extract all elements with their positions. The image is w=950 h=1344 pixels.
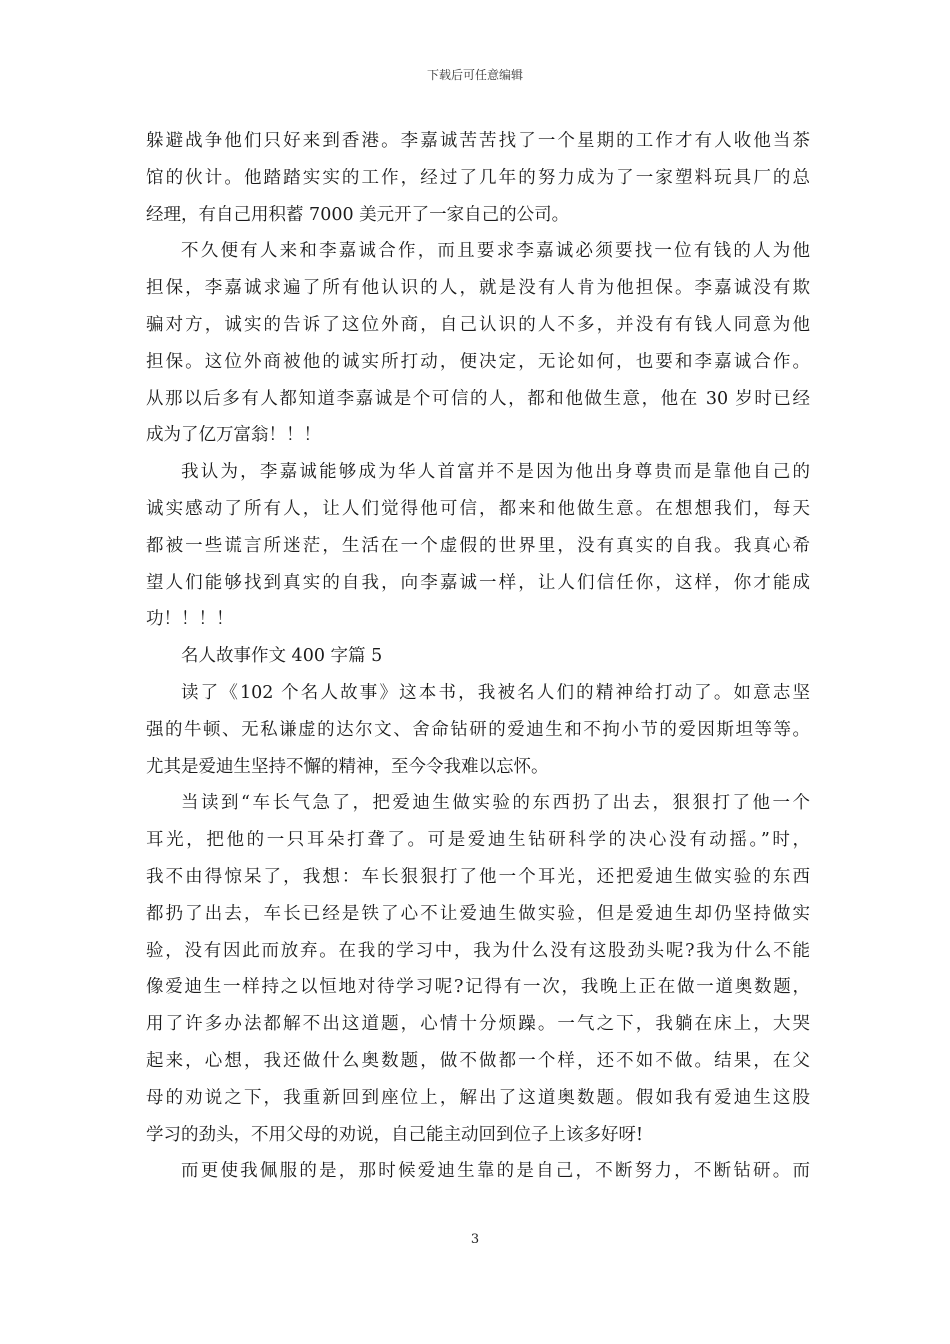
text-line: 从那以后多有人都知道李嘉诚是个可信的人，都和他做生意，他在 30 岁时已经 <box>146 388 810 409</box>
text-line: 担保，李嘉诚求遍了所有他认识的人，就是没有人肯为他担保。李嘉诚没有欺 <box>146 278 810 299</box>
text-line: 馆的伙计。他踏踏实实的工作，经过了几年的努力成为了一家塑料玩具厂的总 <box>146 167 810 188</box>
text-line: 经理，有自己用积蓄 7000 美元开了一家自己的公司。 <box>146 204 570 225</box>
text-line: 用了许多办法都解不出这道题，心情十分烦躁。一气之下，我躺在床上，大哭 <box>146 1014 810 1035</box>
page-number: 3 <box>470 1232 480 1247</box>
text-line: 我不由得惊呆了，我想：车长狠狠打了他一个耳光，还把爱迪生做实验的东西 <box>146 866 810 887</box>
text-line: 都扔了出去，车长已经是铁了心不让爱迪生做实验，但是爱迪生却仍坚持做实 <box>146 903 810 924</box>
text-line: 起来，心想，我还做什么奥数题，做不做都一个样，还不如不做。结果，在父 <box>146 1050 810 1071</box>
page-header: 下载后可任意编辑 <box>426 68 523 82</box>
text-line: 躲避战争他们只好来到香港。李嘉诚苦苦找了一个星期的工作才有人收他当茶 <box>146 131 810 151</box>
text-line: 耳光，把他的一只耳朵打聋了。可是爱迪生钻研科学的决心没有动摇。”时， <box>146 830 810 851</box>
document-body <box>146 123 810 1190</box>
text-line: 强的牛顿、无私谦虚的达尔文、舍命钻研的爱迪生和不拘小节的爱因斯坦等等。 <box>146 719 810 740</box>
paragraph-start-line: 当读到“车长气急了，把爱迪生做实验的东西扔了出去，狠狠打了他一个 <box>181 793 810 814</box>
paragraph-start-line: 我认为，李嘉诚能够成为华人首富并不是因为他出身尊贵而是靠他自己的 <box>181 462 810 483</box>
paragraph-start-line: 读了《102 个名人故事》这本书，我被名人们的精神给打动了。如意志坚 <box>181 682 810 703</box>
paragraph-start-line: 而更使我佩服的是，那时候爱迪生靠的是自己，不断努力，不断钻研。而 <box>181 1161 810 1182</box>
text-line: 诚实感动了所有人，让人们觉得他可信，都来和他做生意。在想想我们，每天 <box>146 498 810 519</box>
text-line: 像爱迪生一样持之以恒地对待学习呢?记得有一次，我晚上正在做一道奥数题， <box>146 977 810 998</box>
text-line: 望人们能够找到真实的自我，向李嘉诚一样，让人们信任你，这样，你才能成 <box>146 572 810 593</box>
text-line: 尤其是爱迪生坚持不懈的精神，至今令我难以忘怀。 <box>146 756 549 777</box>
paragraph-start-line: 不久便有人来和李嘉诚合作，而且要求李嘉诚必须要找一位有钱的人为他 <box>181 241 810 262</box>
text-line: 都被一些谎言所迷茫，生活在一个虚假的世界里，没有真实的自我。我真心希 <box>146 535 810 556</box>
section-heading: 名人故事作文 400 字篇 5 <box>181 646 383 667</box>
text-line: 验，没有因此而放弃。在我的学习中，我为什么没有这股劲头呢?我为什么不能 <box>146 940 810 961</box>
text-line: 母的劝说之下，我重新回到座位上，解出了这道奥数题。假如我有爱迪生这股 <box>146 1087 810 1108</box>
text-line: 学习的劲头，不用父母的劝说，自己能主动回到位子上该多好呀! <box>146 1124 644 1145</box>
text-line: 担保。这位外商被他的诚实所打动，便决定，无论如何，也要和李嘉诚合作。 <box>146 351 810 372</box>
text-line: 骗对方，诚实的告诉了这位外商，自己认识的人不多，并没有有钱人同意为他 <box>146 314 810 335</box>
text-line: 功！！！！ <box>146 609 234 630</box>
text-line: 成为了亿万富翁！！！ <box>146 425 321 446</box>
